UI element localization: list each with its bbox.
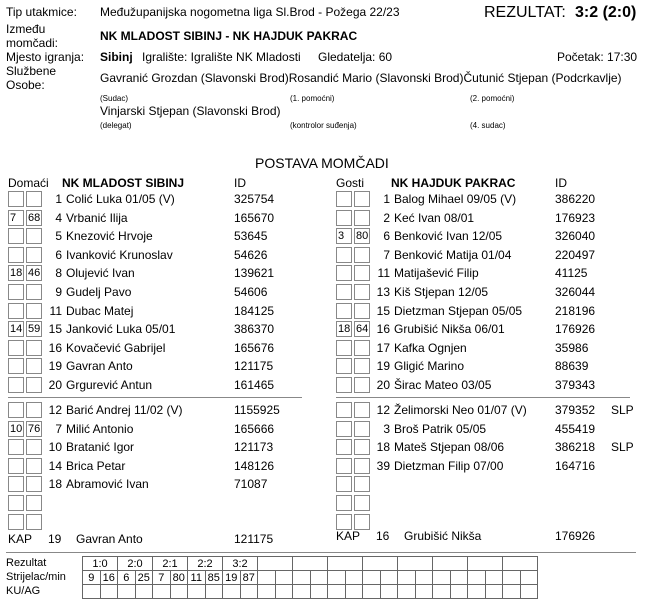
card-cell-empty [520, 585, 538, 599]
home-player-name: Olujević Ivan [66, 266, 135, 281]
home-player-id: 54626 [234, 247, 268, 262]
scorer-cell-empty [258, 571, 276, 585]
scorer-cell-empty [450, 571, 468, 585]
away-sub-in-box [336, 210, 352, 226]
away-player-id: 218196 [555, 303, 596, 318]
home-sub-in-box [8, 377, 24, 393]
away-sub-in-box [336, 421, 352, 437]
away-player-name: Kafka Ognjen [394, 340, 467, 355]
score-cell-empty [363, 557, 398, 571]
home-sub-in-box: 10 [10, 422, 23, 435]
scorer-cell-empty [485, 571, 503, 585]
kickoff-time: Početak: 17:30 [557, 50, 638, 64]
venue-label: Mjesto igranja: [6, 50, 85, 64]
away-sub-minute-box [354, 358, 370, 374]
home-sub-in-box [8, 303, 24, 319]
home-divider [8, 397, 302, 398]
home-player-name: Bratanić Igor [66, 440, 135, 455]
away-player-number: 19 [376, 359, 390, 374]
competition-name: Međužupanijska nogometna liga Sl.Brod - Požega 22/23 [100, 5, 400, 19]
home-player-name: Colić Luka 01/05 (V) [66, 192, 175, 206]
home-sub-minute-box: 59 [28, 323, 41, 336]
home-id-header: ID [234, 176, 246, 190]
home-captain-number: 19 [48, 532, 62, 546]
away-sub-in-box [336, 303, 352, 319]
scorer-cell-empty [520, 571, 538, 585]
scorer-cell-empty [328, 571, 346, 585]
home-player-number: 14 [48, 458, 62, 473]
away-sub-minute-box [354, 439, 370, 455]
away-player-id: 176923 [555, 210, 596, 225]
home-player-number: 6 [55, 247, 62, 262]
away-player-number: 17 [376, 340, 390, 355]
home-player-number: 11 [49, 303, 62, 318]
away-sub-minute-box [354, 303, 370, 319]
away-player-number: 13 [376, 285, 390, 299]
scorer-cell-empty [433, 571, 451, 585]
home-player-number: 1 [55, 192, 62, 206]
away-empty-box [354, 514, 370, 530]
away-sub-in-box [336, 402, 352, 418]
away-player-name: Mateš Stjepan 08/06 [394, 440, 505, 455]
card-cell-empty [398, 585, 416, 599]
away-player-number: 6 [383, 229, 390, 244]
role-assistant-1: (1. pomoćni) [290, 94, 335, 103]
home-side-label: Domaći [8, 176, 49, 190]
home-player-name: Gavran Anto [66, 359, 133, 374]
home-player-name: Brica Petar [66, 458, 126, 473]
scorer-cell-empty [503, 571, 521, 585]
away-sub-minute-box [354, 210, 370, 226]
card-cell-empty [503, 585, 521, 599]
home-sub-minute-box [26, 247, 42, 263]
home-empty-box [26, 514, 42, 530]
away-slp-flag: SLP [611, 440, 634, 455]
home-player-name: Abramović Ivan [66, 477, 149, 492]
home-player-id: 71087 [234, 477, 268, 492]
home-player-id: 165666 [234, 421, 275, 436]
home-player-name: Knezović Hrvoje [66, 229, 153, 244]
away-player-number: 7 [383, 247, 390, 262]
home-sub-in-box: 18 [10, 267, 23, 280]
away-sub-in-box [336, 377, 352, 393]
away-empty-box [336, 495, 352, 511]
away-player-id: 379352 [555, 403, 596, 417]
scorer-cell-empty [310, 571, 328, 585]
scorer-cell-empty [275, 571, 293, 585]
home-player-number: 10 [48, 440, 62, 455]
home-sub-in-box: 7 [8, 210, 24, 226]
away-player-name: Broš Patrik 05/05 [394, 421, 487, 436]
card-cell-empty [293, 585, 311, 599]
away-sub-in-box [336, 247, 352, 263]
away-sub-in-box [336, 358, 352, 374]
away-sub-minute-box [354, 284, 370, 300]
role-fourth-official: (4. sudac) [470, 121, 506, 130]
away-sub-in-box [336, 476, 352, 492]
home-player-id: 165670 [234, 210, 275, 225]
home-sub-minute-box [26, 303, 42, 319]
away-sub-in-box: 18 [338, 323, 351, 336]
officials-line-1: Gavranić Grozdan (Slavonski Brod)Rosandić Mario (Slavonski Brod)Čutunić Stjepan (Podcrkavlje) [100, 71, 622, 85]
score-cell-empty [468, 557, 503, 571]
away-player-number: 16 [376, 322, 390, 337]
officials-label-2: Osobe: [6, 78, 45, 92]
home-sub-in-box [8, 476, 24, 492]
scorer-cell: 16 [100, 571, 118, 585]
card-cell-empty [275, 585, 293, 599]
away-team-name: NK HAJDUK PAKRAC [391, 176, 516, 190]
home-sub-minute-box [26, 284, 42, 300]
home-sub-in-box [8, 458, 24, 474]
home-sub-minute-box: 68 [28, 211, 41, 224]
results-top-rule [6, 552, 636, 553]
card-cell-empty [258, 585, 276, 599]
away-sub-in-box [336, 284, 352, 300]
home-player-name: Gudelj Pavo [66, 285, 132, 299]
scorer-cell: 7 [153, 571, 171, 585]
home-player-id: 386370 [234, 322, 275, 337]
card-cell-empty [83, 585, 101, 599]
home-player-name: Milić Antonio [66, 421, 134, 436]
away-player-name: Želimorski Neo 01/07 (V) [394, 403, 527, 417]
home-sub-minute-box [26, 439, 42, 455]
away-id-header: ID [555, 176, 567, 190]
score-cell: 2:1 [153, 557, 188, 571]
home-sub-minute-box [26, 340, 42, 356]
away-sub-minute-box [354, 377, 370, 393]
away-player-number: 2 [383, 210, 390, 225]
card-cell-empty [485, 585, 503, 599]
home-sub-in-box: 14 [10, 323, 23, 336]
scorer-cell: 25 [135, 571, 153, 585]
away-sub-minute-box [354, 402, 370, 418]
away-player-id: 41125 [555, 266, 588, 281]
home-player-id: 1155925 [234, 403, 280, 417]
away-divider [336, 397, 630, 398]
home-player-number: 18 [48, 477, 62, 492]
scorer-cell-empty [293, 571, 311, 585]
away-player-name: Balog Mihael 09/05 (V) [394, 192, 517, 206]
card-cell-empty [380, 585, 398, 599]
home-player-number: 19 [48, 359, 62, 374]
away-sub-minute-box [354, 247, 370, 263]
home-player-number: 12 [48, 403, 62, 417]
home-player-id: 121173 [234, 440, 274, 455]
teams-label-1: Između [6, 22, 46, 36]
home-player-number: 15 [48, 322, 62, 337]
away-player-name: Benković Ivan 12/05 [394, 229, 503, 244]
home-player-number: 5 [55, 229, 62, 244]
home-sub-in-box [8, 402, 24, 418]
away-player-id: 220497 [555, 247, 596, 262]
home-player-number: 4 [55, 210, 62, 225]
away-sub-in-box [336, 340, 352, 356]
scorer-cell-empty [415, 571, 433, 585]
home-player-name: Dubac Matej [66, 303, 134, 318]
home-player-number: 8 [55, 266, 62, 281]
home-player-id: 121175 [234, 359, 274, 374]
venue-place: Sibinj [100, 50, 133, 64]
home-player-id: 139621 [234, 266, 275, 281]
home-player-name: Ivanković Krunoslav [66, 247, 173, 262]
score-cell-empty [503, 557, 538, 571]
officials-line-2: Vinjarski Stjepan (Slavonski Brod) [100, 104, 281, 118]
away-sub-in-box [336, 439, 352, 455]
home-empty-box [26, 495, 42, 511]
stadium: Igralište: Igralište NK Mladosti [142, 50, 301, 64]
card-cell-empty [188, 585, 206, 599]
away-player-id: 176926 [555, 322, 596, 337]
scorer-cell: 6 [118, 571, 136, 585]
away-player-name: Širac Mateo 03/05 [394, 378, 492, 392]
role-delegate: (delegat) [100, 121, 132, 130]
away-player-id: 379343 [555, 378, 596, 392]
away-player-number: 12 [376, 403, 390, 417]
home-player-number: 9 [55, 285, 62, 299]
card-cell-empty [100, 585, 118, 599]
tip-label: Tip utakmice: [6, 5, 77, 19]
card-cell-empty [328, 585, 346, 599]
away-sub-minute-box [354, 265, 370, 281]
role-referee: (Sudac) [100, 94, 129, 103]
away-sub-in-box [336, 191, 352, 207]
away-empty-box [336, 514, 352, 530]
away-player-name: Benković Matija 01/04 [394, 247, 512, 262]
score-cell-empty [433, 557, 468, 571]
home-sub-in-box [8, 439, 24, 455]
home-sub-in-box [8, 191, 24, 207]
match-title: NK MLADOST SIBINJ - NK HAJDUK PAKRAC [100, 29, 358, 43]
score-cell-empty [328, 557, 363, 571]
away-player-name: Dietzman Filip 07/00 [394, 458, 504, 473]
card-cell-empty [345, 585, 363, 599]
home-sub-in-box [8, 358, 24, 374]
section-title: POSTAVA MOMČADI [255, 155, 389, 171]
home-player-name: Vrbanić Ilija [66, 210, 128, 225]
home-player-id: 184125 [234, 303, 275, 318]
away-player-name: Dietzman Stjepan 05/05 [394, 303, 523, 318]
home-sub-in-box [8, 284, 24, 300]
away-player-name: Gligić Marino [394, 359, 465, 374]
card-cell-empty [135, 585, 153, 599]
away-sub-minute-box [354, 191, 370, 207]
away-sub-minute-box [354, 476, 370, 492]
away-player-number: 11 [377, 266, 390, 281]
away-player-number: 20 [376, 378, 390, 392]
away-player-id: 386220 [555, 192, 596, 206]
home-sub-in-box [8, 340, 24, 356]
home-player-id: 325754 [234, 192, 275, 206]
home-sub-minute-box: 46 [28, 267, 41, 280]
scorer-cell: 19 [223, 571, 241, 585]
card-cell-empty [450, 585, 468, 599]
away-sub-minute-box: 64 [356, 323, 369, 336]
home-empty-box [8, 495, 24, 511]
away-captain-label: KAP [336, 529, 361, 543]
scorer-cell: 9 [83, 571, 101, 585]
home-sub-minute-box: 76 [28, 422, 41, 435]
away-player-id: 35986 [555, 340, 589, 355]
away-slp-flag: SLP [611, 403, 634, 417]
away-empty-box [354, 495, 370, 511]
home-team-name: NK MLADOST SIBINJ [62, 176, 185, 190]
scorer-cell: 87 [240, 571, 258, 585]
score-cell-empty [293, 557, 328, 571]
card-cell-empty [433, 585, 451, 599]
scorers-label: Strijelac/min [6, 571, 66, 583]
score-cell: 3:2 [223, 557, 258, 571]
away-sub-minute-box [354, 421, 370, 437]
results-label: Rezultat [6, 557, 47, 569]
home-sub-minute-box [26, 476, 42, 492]
scorer-cell-empty [345, 571, 363, 585]
result-value: 3:2 (2:0) [575, 4, 637, 21]
role-assistant-2: (2. pomoćni) [470, 94, 515, 103]
away-player-name: Grubišić Nikša 06/01 [394, 322, 505, 337]
home-sub-minute-box [26, 402, 42, 418]
home-player-id: 54606 [234, 285, 268, 299]
cards-label: KU/AG [6, 585, 41, 597]
away-sub-minute-box [354, 340, 370, 356]
home-player-name: Kovačević Gabrijel [66, 340, 166, 355]
scorer-cell-empty [398, 571, 416, 585]
teams-label-2: momčadi: [6, 36, 59, 50]
score-cell-empty [398, 557, 433, 571]
scorer-cell: 80 [170, 571, 188, 585]
away-player-id: 386218 [555, 440, 596, 455]
card-cell-empty [240, 585, 258, 599]
card-cell-empty [468, 585, 486, 599]
home-sub-minute-box [26, 358, 42, 374]
home-player-name: Barić Andrej 11/02 (V) [66, 403, 183, 417]
away-player-name: Kiš Stjepan 12/05 [394, 285, 489, 299]
away-player-number: 15 [376, 303, 390, 318]
scorer-cell: 11 [188, 571, 206, 585]
role-controller: (kontrolor suđenja) [290, 121, 357, 130]
away-player-id: 326040 [555, 229, 596, 244]
scorer-cell-empty [380, 571, 398, 585]
away-captain-number: 16 [376, 529, 390, 543]
away-player-number: 39 [376, 458, 390, 473]
away-player-number: 1 [383, 192, 390, 206]
away-sub-minute-box: 80 [356, 230, 369, 243]
home-sub-minute-box [26, 458, 42, 474]
home-captain-label: KAP [8, 532, 33, 546]
card-cell-empty [363, 585, 381, 599]
home-player-id: 165676 [234, 340, 275, 355]
card-cell-empty [310, 585, 328, 599]
away-captain-name: Grubišić Nikša [404, 529, 482, 543]
card-cell-empty [415, 585, 433, 599]
away-captain-id: 176926 [555, 529, 596, 543]
away-player-id: 164716 [555, 458, 596, 473]
score-cell: 1:0 [83, 557, 118, 571]
home-empty-box [8, 514, 24, 530]
home-player-name: Grgurević Antun [66, 378, 153, 392]
score-cell-empty [258, 557, 293, 571]
away-player-id: 455419 [555, 421, 596, 436]
home-sub-minute-box [26, 191, 42, 207]
card-cell-empty [223, 585, 241, 599]
away-player-id: 326044 [555, 285, 596, 299]
card-cell-empty [170, 585, 188, 599]
home-captain-name: Gavran Anto [76, 532, 143, 546]
home-player-name: Janković Luka 05/01 [66, 322, 176, 337]
results-grid [82, 556, 538, 599]
away-sub-minute-box [354, 458, 370, 474]
away-player-name: Keć Ivan 08/01 [394, 210, 475, 225]
score-cell: 2:2 [188, 557, 223, 571]
away-player-number: 3 [383, 421, 390, 436]
away-sub-in-box [336, 265, 352, 281]
home-player-number: 16 [48, 340, 62, 355]
home-sub-in-box [8, 247, 24, 263]
officials-label-1: Službene [6, 64, 57, 78]
home-player-number: 20 [48, 378, 62, 392]
away-side-label: Gosti [336, 176, 365, 190]
spectators: Gledatelja: 60 [318, 50, 393, 64]
away-sub-in-box [336, 458, 352, 474]
home-player-id: 148126 [234, 458, 275, 473]
away-player-id: 88639 [555, 359, 589, 374]
home-sub-minute-box [26, 228, 42, 244]
home-player-id: 161465 [234, 378, 275, 392]
home-sub-in-box [8, 228, 24, 244]
scorer-cell-empty [468, 571, 486, 585]
home-player-id: 53645 [234, 229, 268, 244]
scorer-cell-empty [363, 571, 381, 585]
card-cell-empty [153, 585, 171, 599]
away-player-name: Matijašević Filip [394, 266, 479, 281]
away-sub-in-box: 3 [336, 228, 352, 244]
home-sub-minute-box [26, 377, 42, 393]
card-cell-empty [118, 585, 136, 599]
result-label: REZULTAT: [484, 4, 566, 21]
card-cell-empty [205, 585, 223, 599]
away-player-number: 18 [376, 440, 390, 455]
scorer-cell: 85 [205, 571, 223, 585]
score-cell: 2:0 [118, 557, 153, 571]
home-player-number: 7 [55, 421, 62, 436]
home-captain-id: 121175 [234, 532, 274, 546]
